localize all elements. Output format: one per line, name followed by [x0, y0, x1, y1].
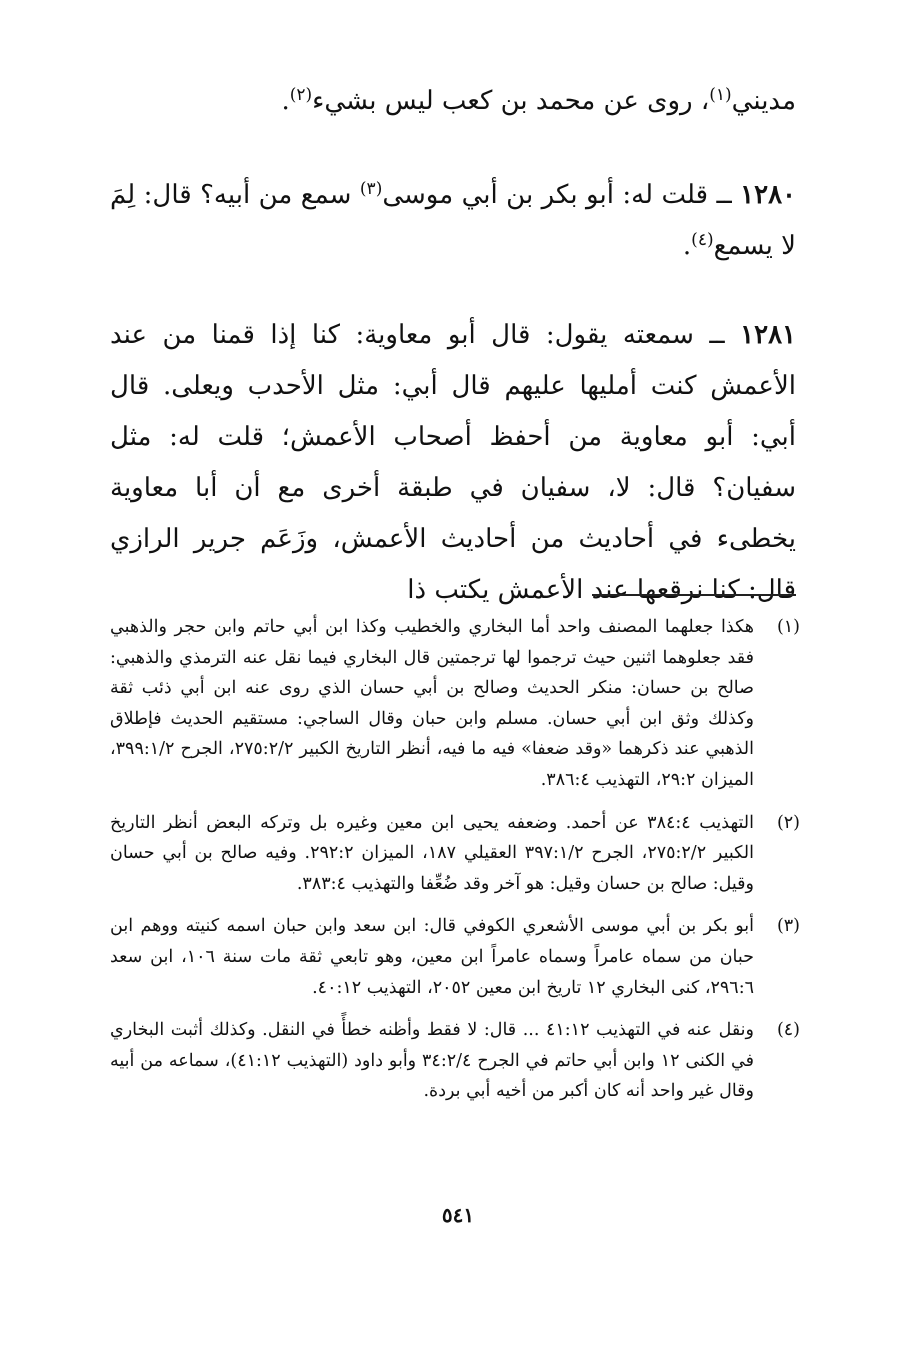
footnote-text: ونقل عنه في التهذيب ٤١:١٢ ... قال: لا فقط وأظنه خطأً في النقل. وكذلك أثبت البخاري في الكنى ١٢ وابن أبي حاتم في الجرح ٣٤:٢/٤ وأبو داود (التهذيب ٤١:١٢)، سماعه من أبيه وقال غير واحد أنه كان أكبر من أخيه أبي بردة.	[110, 1020, 754, 1102]
main-text-continuation	[110, 76, 796, 127]
entry-text: ــ سمعته يقول: قال أبو معاوية: كنا إذا قمنا من عند الأعمش كنت أمليها عليهم قال أبي: مثل الأحدب ويعلى. قال أبي: أبو معاوية من أحفظ أصحاب الأعمش؛ قلت له: مثل سفيان؟ قال: لا، سفيان في طبقة أخرى مع أن أبا معاوية يخطىء في أحاديث من أحاديث الأعمش، وزَعَم جرير الرازي قال: كنا نرقعها عند الأعمش يكتب ذا	[110, 320, 796, 605]
footnote-3	[110, 911, 800, 1003]
footnote-1	[110, 612, 800, 796]
entry-text-middle: سمع من أبيه؟ قال: لِمَ لا يسمع	[110, 180, 796, 261]
footnote-number: (٢)	[776, 812, 800, 833]
continuation-text-middle: ، روى عن محمد بن كعب ليس بشيء	[312, 86, 710, 116]
footnote-ref-1: (١)	[709, 85, 732, 105]
footnotes	[110, 612, 800, 1119]
footnote-2	[110, 808, 800, 900]
entry-1281	[110, 310, 796, 616]
entry-number: ١٢٨١	[740, 320, 796, 350]
entry-number: ١٢٨٠	[740, 180, 797, 210]
footnote-number: (١)	[776, 617, 800, 637]
footnote-4	[110, 1015, 800, 1107]
footnote-ref-3: (٣)	[359, 179, 383, 199]
entry-text-start: ــ قلت له: أبو بكر بن أبي موسى	[382, 180, 732, 210]
footnote-number: (٤)	[776, 1020, 800, 1041]
continuation-text-start: مديني	[731, 86, 796, 116]
footnote-text: التهذيب ٣٨٤:٤ عن أحمد. وضعفه يحيى ابن معين وغيره بل وتركه البعض أنظر التاريخ الكبير ٢٧٥:٢/٢، الجرح ٣٩٧:١/٢ العقيلي ١٨٧، الميزان ٢٩٢:٢. وفيه صالح بن أبي حسان وقيل: صالح بن حسان وقيل: هو آخر وقد ضُعِّفا والتهذيب ٣٨٣:٤.	[110, 812, 754, 894]
footnote-text: أبو بكر بن أبي موسى الأشعري الكوفي قال: ابن سعد وابن حبان اسمه كنيته ووهم ابن حبان من سماه عامراً وسماه عامراً ابن معين، وهو تابعي ثقة مات سنة ١٠٦، ابن سعد ٢٩٦:٦، كنى البخاري ١٢ تاريخ ابن معين ٢٠٥٢، التهذيب ٤٠:١٢.	[110, 916, 754, 998]
entry-1280	[110, 170, 796, 272]
entry-text-end: .	[682, 231, 692, 261]
page-number: ٥٤١	[441, 1203, 475, 1227]
footnote-ref-4: (٤)	[691, 230, 714, 250]
footnote-number: (٣)	[776, 916, 800, 937]
footnote-separator	[592, 594, 796, 596]
continuation-text-end: .	[281, 86, 290, 116]
footnote-ref-2: (٢)	[289, 85, 313, 105]
footnote-text: هكذا جعلهما المصنف واحد أما البخاري والخطيب وكذا ابن أبي حاتم وابن حجر والذهبي فقد جعلوهما اثنين حيث ترجموا لها ترجمتين قال البخاري فيما نقل عنه الترمذي والذهبي: صالح بن حسان: منكر الحديث وصالح بن أبي حسان الذي روى عنه ابن أبي ذئب ثقة وكذلك وثق ابن أبي حسان. مسلم وابن حبان وقال الساجي: مستقيم الحديث فإطلاق الذهبي عند ذكرهما «وقد ضعفا» فيه ما فيه، أنظر التاريخ الكبير ٢٧٥:٢/٢، الجرح ٣٩٩:١/٢، الميزان ٢٩:٢، التهذيب ٣٨٦:٤.	[110, 617, 755, 790]
